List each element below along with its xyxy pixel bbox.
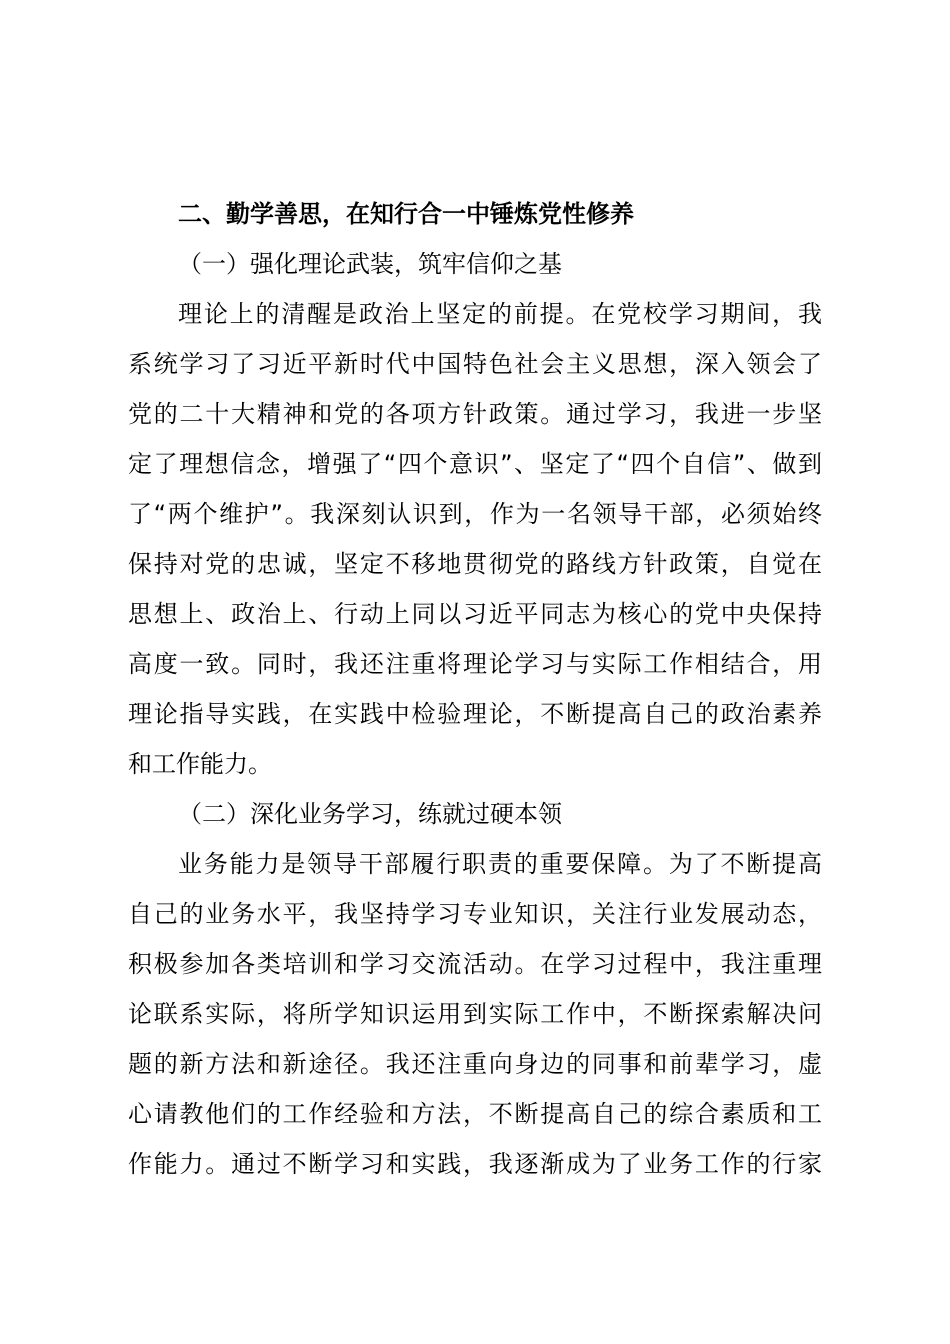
paragraph-line: 业务能力是领导干部履行职责的重要保障。为了不断提高 [178, 850, 822, 878]
paragraph-line: 定了理想信念，增强了“四个意识”、坚定了“四个自信”、做到 [128, 450, 822, 478]
paragraph-line: 理论上的清醒是政治上坚定的前提。在党校学习期间，我 [178, 300, 822, 328]
paragraph-line: 自己的业务水平，我坚持学习专业知识，关注行业发展动态， [128, 900, 822, 928]
paragraph-line: 心请教他们的工作经验和方法，不断提高自己的综合素质和工 [128, 1100, 822, 1128]
paragraph-line: 理论指导实践，在实践中检验理论，不断提高自己的政治素养 [128, 700, 822, 728]
subsection-title-1: （一）强化理论武装，筑牢信仰之基 [178, 250, 562, 278]
paragraph-line: 系统学习了习近平新时代中国特色社会主义思想，深入领会了 [128, 350, 822, 378]
paragraph-line: 高度一致。同时，我还注重将理论学习与实际工作相结合，用 [128, 650, 822, 678]
paragraph-2 [128, 839, 822, 1189]
paragraph-line: 和工作能力。 [128, 750, 272, 778]
paragraph-1 [128, 289, 822, 789]
section-heading: 二、勤学善思，在知行合一中锤炼党性修养 [178, 200, 634, 228]
paragraph-line: 作能力。通过不断学习和实践，我逐渐成为了业务工作的行家 [128, 1150, 822, 1178]
paragraph-line: 思想上、政治上、行动上同以习近平同志为核心的党中央保持 [128, 600, 822, 628]
paragraph-line: 党的二十大精神和党的各项方针政策。通过学习，我进一步坚 [128, 400, 822, 428]
subsection-title-2: （二）深化业务学习，练就过硬本领 [178, 800, 562, 828]
paragraph-line: 题的新方法和新途径。我还注重向身边的同事和前辈学习，虚 [128, 1050, 822, 1078]
paragraph-line: 积极参加各类培训和学习交流活动。在学习过程中，我注重理 [128, 950, 822, 978]
paragraph-line: 论联系实际，将所学知识运用到实际工作中，不断探索解决问 [128, 1000, 822, 1028]
paragraph-line: 了“两个维护”。我深刻认识到，作为一名领导干部，必须始终 [128, 500, 822, 528]
document-body [128, 189, 822, 1189]
paragraph-line: 保持对党的忠诚，坚定不移地贯彻党的路线方针政策，自觉在 [128, 550, 822, 578]
